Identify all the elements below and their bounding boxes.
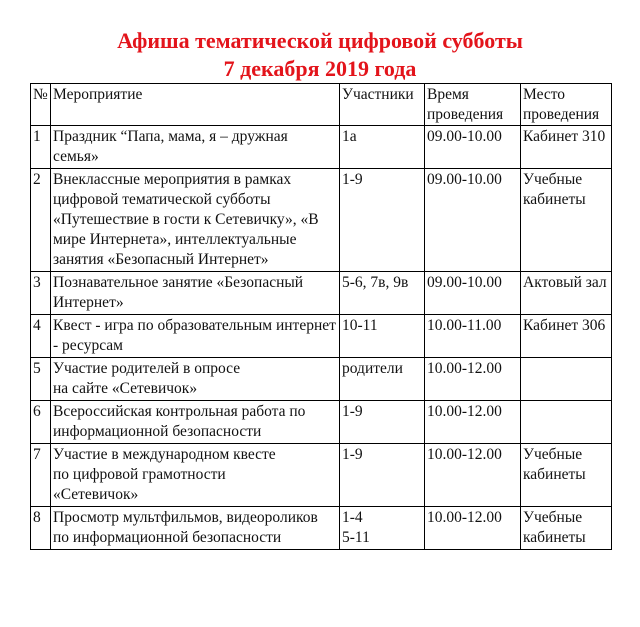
row-number: 5 [31,358,51,401]
table-header-row [31,84,612,126]
table-row [31,507,612,550]
event-place: Кабинет 306 [521,315,612,358]
table-row [31,444,612,507]
page-title: Афиша тематической цифровой субботы [117,28,523,53]
row-number: 6 [31,401,51,444]
event-name: Просмотр мультфильмов, видеороликов по информационной безопасности [51,507,340,550]
row-number: 7 [31,444,51,507]
event-time: 10.00-12.00 [425,444,521,507]
participants: 1-9 [340,444,425,507]
column-header-participants: Участники [340,84,425,126]
event-place: Учебные кабинеты [521,169,612,272]
event-name: Познавательное занятие «Безопасный Интернет» [51,272,340,315]
participants: 5-6, 7в, 9в [340,272,425,315]
column-header-time: Время проведения [425,84,521,126]
participants: 1-4 5-11 [340,507,425,550]
table-row [31,358,612,401]
participants: 1-9 [340,401,425,444]
event-place: Учебные кабинеты [521,507,612,550]
participants: 10-11 [340,315,425,358]
column-header-place: Место проведения [521,84,612,126]
event-time: 09.00-10.00 [425,169,521,272]
event-name: Праздник “Папа, мама, я – дружная семья» [51,126,340,169]
participants: 1а [340,126,425,169]
event-place: Учебные кабинеты [521,444,612,507]
page-subtitle-date: 7 декабря 2019 года [223,56,417,81]
event-place [521,401,612,444]
events-table [30,83,612,550]
column-header-number: № [31,84,51,126]
participants: родители [340,358,425,401]
event-name: Всероссийская контрольная работа по информационной безопасности [51,401,340,444]
event-name: Квест - игра по образовательным интернет - ресурсам [51,315,340,358]
event-time: 09.00-10.00 [425,126,521,169]
event-place: Кабинет 310 [521,126,612,169]
table-row [31,272,612,315]
row-number: 3 [31,272,51,315]
table-row [31,169,612,272]
event-place [521,358,612,401]
event-place: Актовый зал [521,272,612,315]
row-number: 2 [31,169,51,272]
table-row [31,126,612,169]
row-number: 1 [31,126,51,169]
event-time: 09.00-10.00 [425,272,521,315]
table-row [31,315,612,358]
table-row [31,401,612,444]
event-name: Внеклассные мероприятия в рамках цифровой тематической субботы «Путешествие в гости к Сетевичку», «В мире Интернета», интеллектуальные занятия «Безопасный Интернет» [51,169,340,272]
event-time: 10.00-12.00 [425,507,521,550]
row-number: 4 [31,315,51,358]
event-name: Участие родителей в опросе на сайте «Сетевичок» [51,358,340,401]
participants: 1-9 [340,169,425,272]
event-time: 10.00-12.00 [425,401,521,444]
event-name: Участие в международном квесте по цифровой грамотности «Сетевичок» [51,444,340,507]
row-number: 8 [31,507,51,550]
event-time: 10.00-12.00 [425,358,521,401]
column-header-event: Мероприятие [51,84,340,126]
event-time: 10.00-11.00 [425,315,521,358]
